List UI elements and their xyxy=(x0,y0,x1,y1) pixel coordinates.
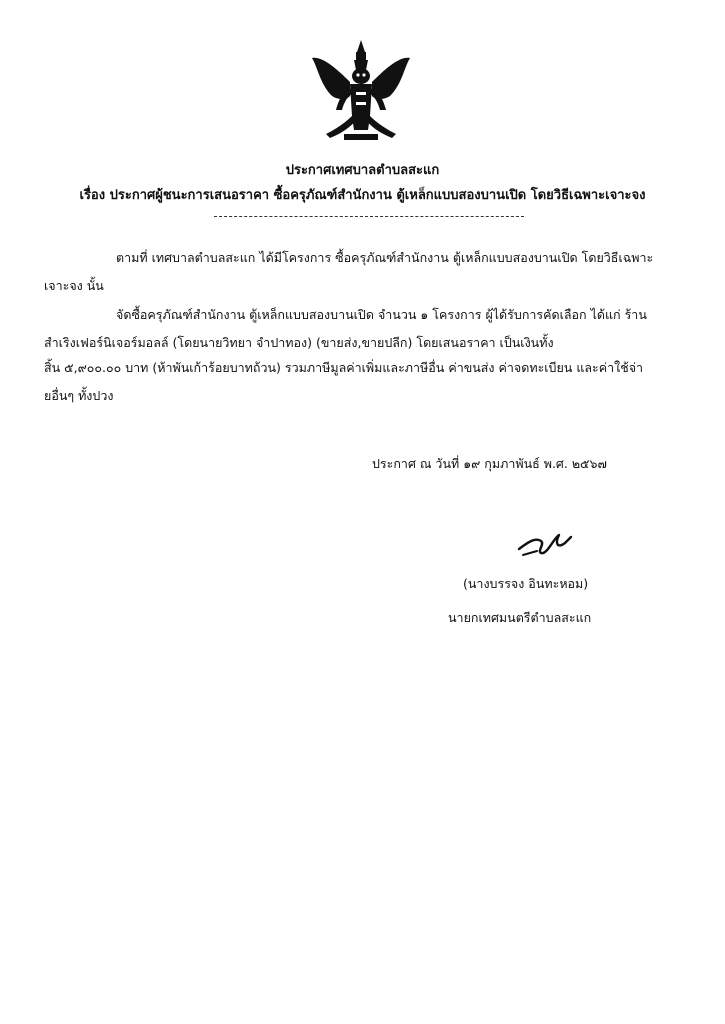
body-paragraph-2-line-4: ยอื่นๆ ทั้งปวง xyxy=(44,388,114,403)
body-paragraph-2-line-3: สิ้น ๕,๙๐๐.๐๐ บาท (ห้าพันเก้าร้อยบาทถ้วน) รวมภาษีมูลค่าเพิ่มและภาษีอื่น ค่าขนส่ง ค่าจดทะเบียน และค่าใช้จ่า xyxy=(44,360,644,375)
signer-name: (นางบรรจง อินทะหอม) xyxy=(463,576,589,591)
body-paragraph-1-line-1: ตามที่ เทศบาลตำบลสะแก ได้มีโครงการ ซื้อครุภัณฑ์สำนักงาน ตู้เหล็กแบบสองบานเปิด โดยวิธีเฉพาะ xyxy=(116,250,654,265)
body-paragraph-1-line-2: เจาะจง นั้น xyxy=(44,278,104,293)
handwritten-signature xyxy=(515,525,575,559)
body-paragraph-2-line-2: สำเริงเฟอร์นิเจอร์มอลล์ (โดยนายวิทยา จำปาทอง) (ขายส่ง,ขายปลีก) โดยเสนอราคา เป็นเงินทั้ง xyxy=(44,335,554,350)
announcement-date: ประกาศ ณ วันที่ ๑๙ กุมภาพันธ์ พ.ศ. ๒๕๖๗ xyxy=(372,456,607,471)
garuda-emblem-icon xyxy=(306,38,416,148)
issuer-heading: ประกาศเทศบาลตำบลสะแก xyxy=(285,163,440,178)
heading-divider xyxy=(214,216,524,217)
subject-heading: เรื่อง ประกาศผู้ชนะการเสนอราคา ซื้อครุภัณฑ์สำนักงาน ตู้เหล็กแบบสองบานเปิด โดยวิธีเฉพาะเจาะจง xyxy=(79,188,646,203)
signer-position: นายกเทศมนตรีตำบลสะแก xyxy=(448,610,592,625)
body-paragraph-2-line-1: จัดซื้อครุภัณฑ์สำนักงาน ตู้เหล็กแบบสองบานเปิด จำนวน ๑ โครงการ ผู้ได้รับการคัดเลือก ได้แก่ ร้าน xyxy=(116,307,647,322)
